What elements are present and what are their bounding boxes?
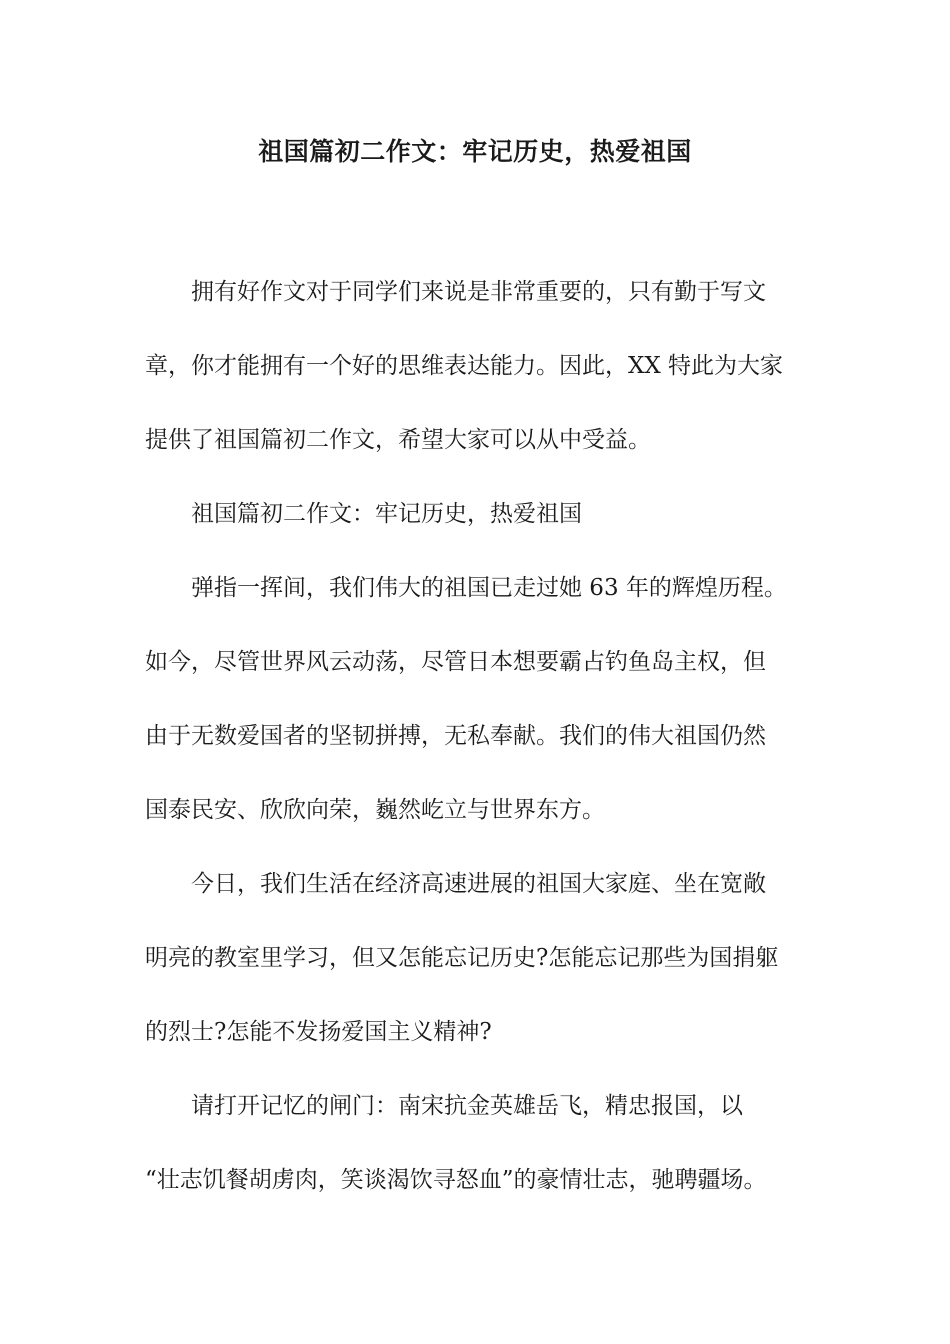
paragraph-line: 明亮的教室里学习，但又怎能忘记历史?怎能忘记那些为国捐躯 [145, 945, 779, 971]
paragraph-line: 由于无数爱国者的坚韧拼搏，无私奉献。我们的伟大祖国仍然 [145, 723, 766, 749]
paragraph-intro [145, 255, 810, 477]
paragraph-line: 国泰民安、欣欣向荣，巍然屹立与世界东方。 [145, 797, 605, 823]
paragraph-line: 今日，我们生活在经济高速进展的祖国大家庭、坐在宽敞 [191, 871, 766, 897]
paragraph-line: 弹指一挥间，我们伟大的祖国已走过她 63 年的辉煌历程。 [191, 575, 787, 601]
document-body [145, 255, 810, 1217]
paragraph-line: 提供了祖国篇初二作文，希望大家可以从中受益。 [145, 427, 651, 453]
paragraph-line: 章，你才能拥有一个好的思维表达能力。因此，XX 特此为大家 [145, 353, 784, 379]
paragraph-line: 拥有好作文对于同学们来说是非常重要的，只有勤于写文 [191, 279, 766, 305]
paragraph-line: 祖国篇初二作文：牢记历史，热爱祖国 [191, 501, 582, 527]
document-title: 祖国篇初二作文：牢记历史，热爱祖国 [258, 137, 692, 166]
paragraph-line: 请打开记忆的闸门：南宋抗金英雄岳飞，精忠报国，以 [191, 1093, 743, 1119]
paragraph-history [145, 551, 810, 847]
paragraph-line: 如今，尽管世界风云动荡，尽管日本想要霸占钓鱼岛主权，但 [145, 649, 766, 675]
paragraph-memory [145, 1069, 810, 1217]
paragraph-line: 的烈士?怎能不发扬爱国主义精神? [145, 1019, 492, 1045]
paragraph-today [145, 847, 810, 1069]
paragraph-line: “壮志饥餐胡虏肉，笑谈渴饮寻怒血”的豪情壮志，驰聘疆场。 [145, 1167, 767, 1193]
paragraph-subtitle [145, 477, 810, 551]
